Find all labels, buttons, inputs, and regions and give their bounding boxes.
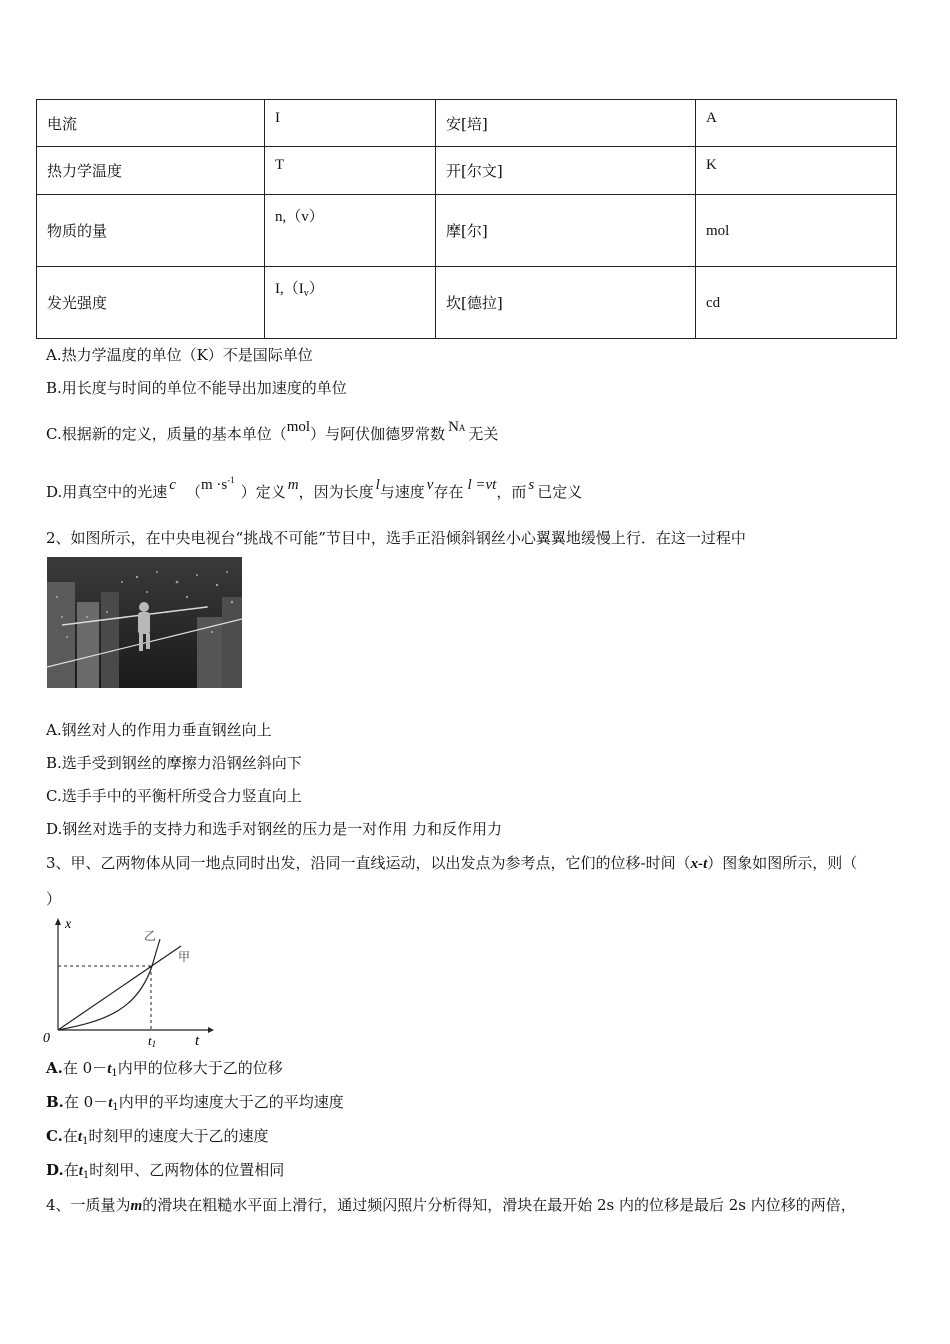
q3-b-sub: 1 bbox=[112, 1102, 119, 1113]
q1-option-c bbox=[46, 419, 499, 444]
q2-option-d: D.钢丝对选手的支持力和选手对钢丝的压力是一对作用 力和反作用力 bbox=[46, 820, 503, 838]
q1-option-b: B.用长度与时间的单位不能导出加速度的单位 bbox=[46, 379, 347, 397]
q2-option-b: B.选手受到钢丝的摩擦力沿钢丝斜向下 bbox=[46, 754, 302, 772]
q1-c-na bbox=[448, 419, 465, 435]
symbol-subscript: v bbox=[303, 288, 309, 299]
unit-cell: 开[尔文] bbox=[436, 147, 696, 195]
unit-symbol-cell: mol bbox=[696, 195, 897, 267]
q3-option-b bbox=[46, 1091, 344, 1113]
q1-d-and: ，而 bbox=[496, 483, 527, 501]
q4-stem-mid: 的滑块在粗糙水平面上滑行，通过频闪照片分析得知，滑块在最开始 2s 内的位移是最后 2s 内位移的两倍， bbox=[142, 1196, 856, 1214]
unit-symbol-cell: cd bbox=[696, 267, 897, 339]
q1-d-pre: D.用真空中的光速 bbox=[46, 483, 168, 501]
na-symbol: N bbox=[448, 419, 459, 435]
symbol-cell: n,（v） bbox=[265, 195, 436, 267]
origin-label: 0 bbox=[43, 1031, 50, 1046]
q3-d-letter: D. bbox=[46, 1161, 64, 1179]
unit-cell: 摩[尔] bbox=[436, 195, 696, 267]
unit-symbol-cell: A bbox=[696, 100, 897, 147]
q2-stem: 2、如图所示，在中央电视台“挑战不可能”节目中，选手正沿倾斜钢丝小心翼翼地缓慢上行．在这一过程中 bbox=[46, 529, 746, 547]
line-jia bbox=[58, 946, 181, 1030]
q1-d-l: l bbox=[375, 477, 380, 493]
xt-graph bbox=[38, 913, 218, 1048]
q3-a-mid: 在 0－ bbox=[62, 1059, 108, 1077]
na-subscript: A bbox=[458, 423, 466, 433]
table-row bbox=[37, 100, 897, 147]
q2-option-c: C.选手手中的平衡杆所受合力竖直向上 bbox=[46, 787, 302, 805]
q3-d-sub: 1 bbox=[82, 1170, 90, 1181]
q4-stem bbox=[46, 1194, 856, 1215]
quantity-cell: 电流 bbox=[37, 100, 265, 147]
table-row bbox=[37, 147, 897, 195]
q1-c-mid: ）与阿伏伽德罗常数 bbox=[310, 425, 446, 443]
t1-subscript: 1 bbox=[151, 1039, 157, 1048]
table-row bbox=[37, 267, 897, 339]
q1-d-paren-open: （ bbox=[185, 483, 201, 501]
q3-a-t: t bbox=[107, 1061, 112, 1077]
tightrope-photo bbox=[47, 557, 242, 688]
quantity-cell: 物质的量 bbox=[37, 195, 265, 267]
symbol-cell: I bbox=[265, 100, 436, 147]
q3-d-mid: 在 bbox=[63, 1161, 79, 1179]
quantity-cell: 热力学温度 bbox=[37, 147, 265, 195]
q1-d-m: m bbox=[287, 477, 299, 493]
q3-c-t: t bbox=[77, 1129, 83, 1145]
q3-option-c bbox=[46, 1125, 268, 1147]
q1-d-unit bbox=[201, 477, 235, 493]
q3-a-post: 内甲的位移大于乙的位移 bbox=[117, 1059, 283, 1077]
t-axis-label: t bbox=[195, 1033, 200, 1048]
q1-d-v: v bbox=[426, 477, 434, 493]
q1-c-mol: mol bbox=[286, 419, 311, 435]
label-yi: 乙 bbox=[144, 929, 157, 943]
si-units-table bbox=[36, 99, 897, 339]
unit-ms: m ·s bbox=[200, 477, 228, 493]
symbol-text: I,（I bbox=[275, 281, 304, 297]
q3-c-post: 时刻甲的速度大于乙的速度 bbox=[88, 1127, 269, 1145]
q3-c-sub: 1 bbox=[82, 1136, 89, 1147]
q3-b-post: 内甲的平均速度大于乙的平均速度 bbox=[118, 1093, 344, 1111]
x-axis-arrow bbox=[55, 918, 61, 925]
unit-exponent: -1 bbox=[227, 475, 235, 485]
unit-symbol-cell: K bbox=[696, 147, 897, 195]
q1-option-d bbox=[46, 475, 583, 502]
q3-d-t: t bbox=[78, 1163, 83, 1179]
q1-d-c: c bbox=[169, 477, 176, 493]
q1-c-post: 无关 bbox=[468, 425, 499, 443]
symbol-text-end: ） bbox=[308, 281, 324, 297]
q3-d-post: 时刻甲、乙两物体的位置相同 bbox=[89, 1161, 285, 1179]
q3-stem-pre: 3、甲、乙两物体从同一地点同时出发，沿同一直线运动，以出发点为参考点，它们的位移-时间（ bbox=[46, 854, 691, 872]
q3-b-mid: 在 0－ bbox=[63, 1093, 109, 1111]
x-axis-label: x bbox=[65, 917, 72, 932]
quantity-cell: 发光强度 bbox=[37, 267, 265, 339]
t1-symbol: t bbox=[148, 1033, 152, 1048]
symbol-cell bbox=[265, 267, 436, 339]
q3-b-t: t bbox=[108, 1095, 113, 1111]
q1-option-a: A.热力学温度的单位（K）不是国际单位 bbox=[46, 346, 313, 364]
q3-stem bbox=[46, 852, 857, 873]
t-axis-arrow bbox=[208, 1027, 214, 1033]
symbol-cell: T bbox=[265, 147, 436, 195]
q2-option-a: A.钢丝对人的作用力垂直钢丝向上 bbox=[46, 721, 272, 739]
t1-label bbox=[148, 1033, 156, 1048]
q4-stem-m: m bbox=[130, 1198, 143, 1214]
unit-cell: 坎[德拉] bbox=[436, 267, 696, 339]
q1-d-exists: 存在 bbox=[433, 483, 464, 501]
q3-c-letter: C. bbox=[46, 1127, 63, 1145]
q1-d-and-speed: 与速度 bbox=[379, 483, 425, 501]
q3-option-d bbox=[46, 1159, 284, 1181]
q1-d-formula: l =vt bbox=[467, 477, 497, 493]
q3-c-mid: 在 bbox=[62, 1127, 78, 1145]
q3-a-letter: A. bbox=[46, 1059, 63, 1077]
q1-d-defined: 已定义 bbox=[537, 483, 583, 501]
q1-c-pre: C.根据新的定义，质量的基本单位（ bbox=[46, 425, 287, 443]
q4-stem-pre: 4、一质量为 bbox=[46, 1196, 131, 1214]
q3-a-sub: 1 bbox=[111, 1068, 118, 1079]
q1-d-def: 定义 bbox=[255, 483, 286, 501]
label-jia: 甲 bbox=[178, 950, 191, 964]
q1-d-paren-close: ） bbox=[240, 483, 256, 501]
q1-d-because: ，因为长度 bbox=[298, 483, 374, 501]
curve-yi bbox=[58, 939, 160, 1030]
q3-b-letter: B. bbox=[46, 1093, 64, 1111]
table-row bbox=[37, 195, 897, 267]
q3-stem-continued: ） bbox=[46, 890, 62, 908]
unit-cell: 安[培] bbox=[436, 100, 696, 147]
q3-option-a bbox=[46, 1057, 283, 1079]
q1-d-s: s bbox=[528, 477, 535, 493]
q3-stem-xt: x-t bbox=[690, 856, 708, 872]
q3-stem-post: ）图象如图所示，则（ bbox=[707, 854, 858, 872]
